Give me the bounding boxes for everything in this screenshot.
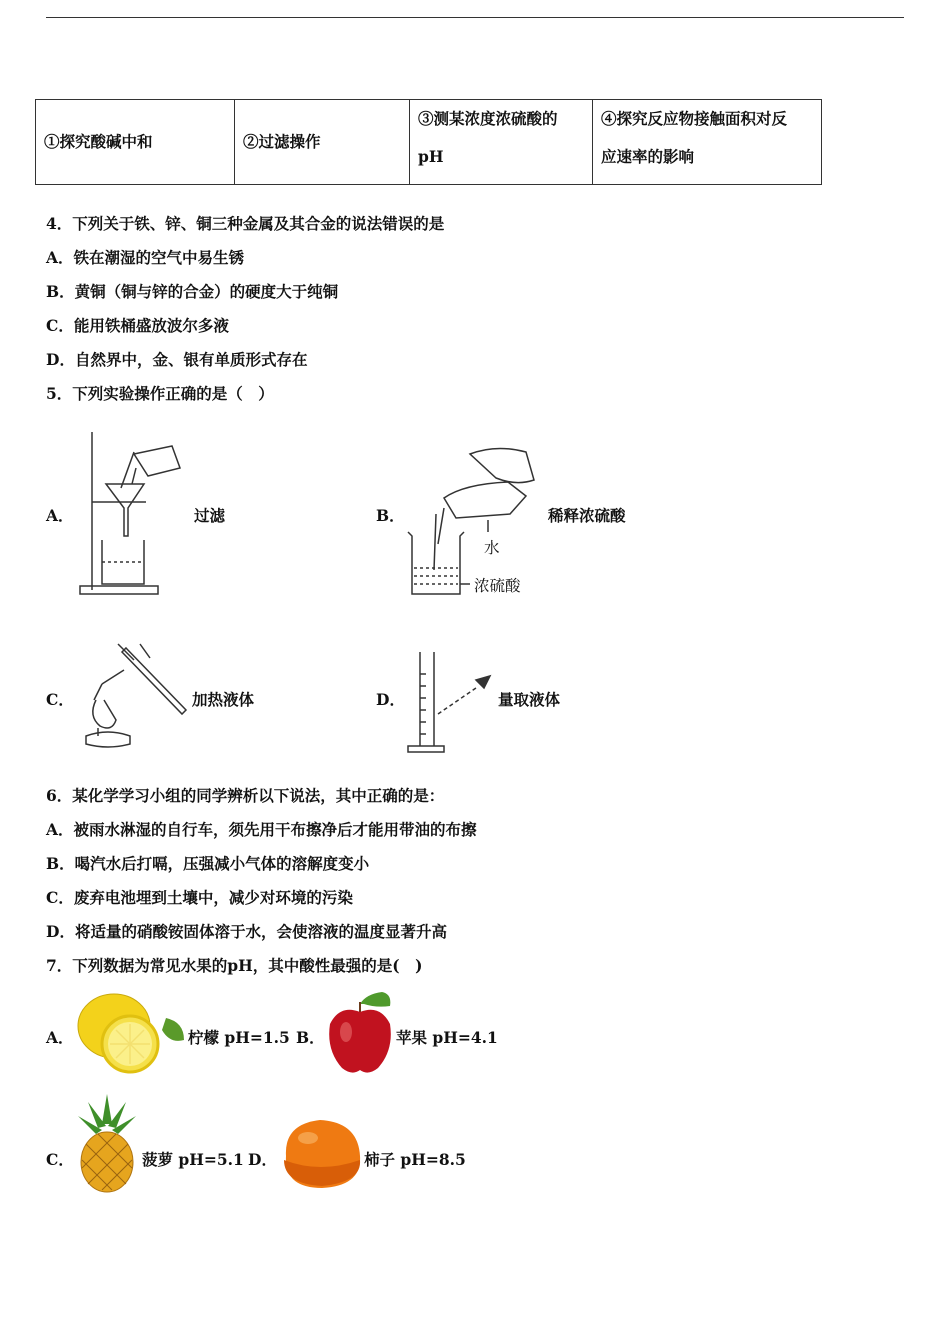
- heating-liquid-image: [78, 640, 190, 754]
- q5-option-d-caption: 量取液体: [498, 690, 561, 709]
- q7-stem: 7．下列数据为常见水果的pH，其中酸性最强的是( ): [46, 956, 423, 975]
- q4-option-a: A．铁在潮湿的空气中易生锈: [46, 248, 245, 267]
- q7-option-d-letter: D．: [248, 1150, 277, 1169]
- table-cell-text: ②过滤操作: [243, 132, 321, 151]
- q5-option-d-letter: D．: [376, 690, 405, 709]
- q5-option-a-caption: 过滤: [194, 506, 226, 525]
- table-cell-text: ④探究反应物接触面积对反: [601, 109, 788, 128]
- q7-option-b-caption: 苹果 pH=4.1: [396, 1028, 498, 1047]
- q6-option-d: D．将适量的硝酸铵固体溶于水，会使溶液的温度显著升高: [46, 922, 447, 941]
- persimmon-image: [280, 1116, 364, 1192]
- q7-option-d-caption: 柿子 pH=8.5: [364, 1150, 466, 1169]
- table-cell: [410, 100, 593, 185]
- concentrated-acid-label: 浓硫酸: [474, 577, 521, 595]
- q7-option-c-letter: C．: [46, 1150, 74, 1169]
- q5-option-c-caption: 加热液体: [192, 690, 255, 709]
- measuring-cylinder-image: [404, 648, 496, 754]
- table-cell-text: 应速率的影响: [601, 147, 695, 166]
- water-label: 水: [484, 539, 500, 557]
- q5-option-a-letter: A．: [46, 506, 74, 525]
- experiment-table: [35, 99, 822, 185]
- q7-option-a-letter: A．: [46, 1028, 74, 1047]
- table-cell: [235, 100, 410, 185]
- q7-option-a-caption: 柠檬 pH=1.5: [188, 1028, 290, 1047]
- q4-option-b: B．黄铜（铜与锌的合金）的硬度大于纯铜: [46, 282, 339, 301]
- table-cell-text: pH: [418, 147, 444, 166]
- q7-option-c-caption: 菠萝 pH=5.1: [142, 1150, 244, 1169]
- q6-stem: 6．某化学学习小组的同学辨析以下说法，其中正确的是：: [46, 786, 445, 805]
- table-cell-text: ①探究酸碱中和: [44, 132, 153, 151]
- header-rule: [46, 17, 904, 18]
- lemon-image: [76, 988, 188, 1076]
- q5-stem: 5．下列实验操作正确的是（ ）: [46, 384, 274, 403]
- table-cell: [593, 100, 822, 185]
- q6-option-b: B．喝汽水后打嗝，压强减小气体的溶解度变小: [46, 854, 370, 873]
- q5-option-b-letter: B．: [376, 506, 405, 525]
- table-cell-text: ③测某浓度浓硫酸的: [418, 109, 558, 128]
- q6-option-a: A．被雨水淋湿的自行车，须先用干布擦净后才能用带油的布擦: [46, 820, 477, 839]
- pineapple-image: [76, 1094, 138, 1194]
- q4-stem: 4．下列关于铁、锌、铜三种金属及其合金的说法错误的是: [46, 214, 445, 233]
- q5-option-b-caption: 稀释浓硫酸: [548, 506, 626, 525]
- q4-option-d: D．自然界中，金、银有单质形式存在: [46, 350, 308, 369]
- apple-image: [326, 990, 396, 1076]
- filtration-apparatus-image: [76, 428, 186, 600]
- table-cell: [36, 100, 235, 185]
- q5-option-c-letter: C．: [46, 690, 74, 709]
- q6-option-c: C．废弃电池埋到土壤中，减少对环境的污染: [46, 888, 353, 907]
- q4-option-c: C．能用铁桶盛放波尔多液: [46, 316, 229, 335]
- q7-option-b-letter: B．: [296, 1028, 325, 1047]
